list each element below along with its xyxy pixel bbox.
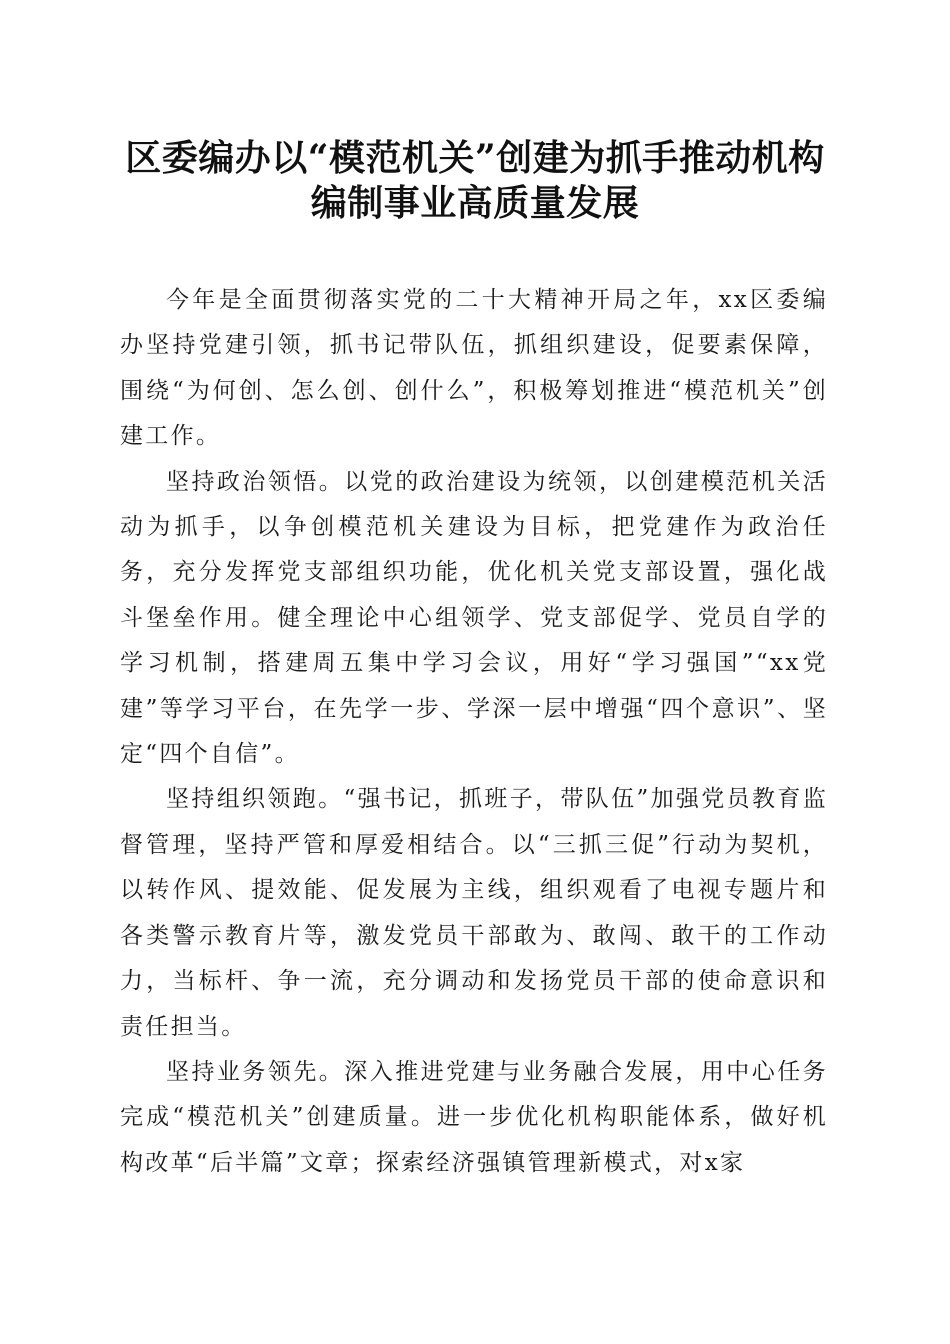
paragraph-organization: 坚持组织领跑。“强书记，抓班子，带队伍”加强党员教育监督管理，坚持严管和厚爱相结合。以“三抓三促”行动为契机，以转作风、提效能、促发展为主线，组织观看了电视专题片和各类警示教育片等，激发党员干部敢为、敢闯、敢干的工作动力，当标杆、争一流，充分调动和发扬党员干部的使命意识和责任担当。 bbox=[120, 786, 828, 1040]
paragraph-business: 坚持业务领先。深入推进党建与业务融合发展，用中心任务完成“模范机关”创建质量。进一步优化机构职能体系，做好机构改革“后半篇”文章；探索经济强镇管理新模式，对x家 bbox=[120, 1058, 828, 1176]
paragraph-intro: 今年是全面贯彻落实党的二十大精神开局之年，xx区委编办坚持党建引领，抓书记带队伍，抓组织建设，促要素保障，围绕“为何创、怎么创、创什么”，积极筹划推进“模范机关”创建工作。 bbox=[120, 287, 828, 450]
document-body bbox=[120, 278, 828, 1186]
document-title bbox=[100, 136, 850, 226]
paragraph-political: 坚持政治领悟。以党的政治建设为统领，以创建模范机关活动为抓手，以争创模范机关建设为目标，把党建作为政治任务，充分发挥党支部组织功能，优化机关党支部设置，强化战斗堡垒作用。健全理论中心组领学、党支部促学、党员自学的学习机制，搭建周五集中学习会议，用好“学习强国”“xx党建”等学习平台，在先学一步、学深一层中增强“四个意识”、坚定“四个自信”。 bbox=[120, 468, 828, 768]
title-line-1: 区委编办以“模范机关”创建为抓手推动机构 bbox=[125, 137, 825, 179]
title-line-2: 编制事业高质量发展 bbox=[310, 182, 640, 224]
